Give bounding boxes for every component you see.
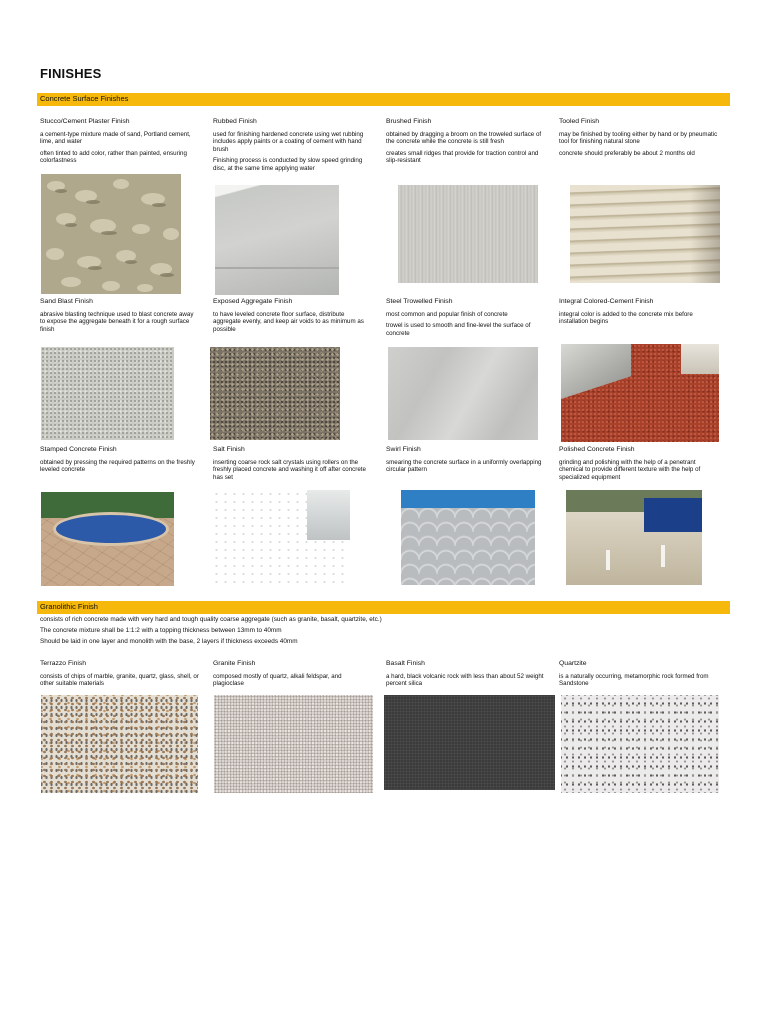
- card-desc: is a naturally occurring, metamorphic rock formed from Sandstone: [559, 673, 709, 688]
- finish-card: [559, 446, 719, 485]
- granolithic-line: The concrete mixture shall be 1:1:2 with a topping thickness between 13mm to 40mm: [40, 627, 282, 634]
- tooled-finish-image: [570, 185, 720, 283]
- finish-card: [213, 446, 373, 485]
- sand-blast-image: [41, 347, 174, 440]
- card-title: Swirl Finish: [386, 446, 421, 453]
- card-desc: obtained by dragging a broom on the troweled surface of the concrete while the concrete is still fresh: [386, 131, 542, 146]
- finish-card: [40, 298, 200, 337]
- integral-color-image: [561, 344, 719, 442]
- section-band-granolithic: [37, 601, 730, 614]
- card-title: Quartzite: [559, 660, 587, 667]
- granolithic-line: consists of rich concrete made with very hard and tough quality coarse aggregate (such as granite, basalt, quartzite, etc.): [40, 616, 382, 623]
- granite-image: [214, 695, 373, 793]
- card-desc: obtained by pressing the required patterns on the freshly leveled concrete: [40, 459, 195, 474]
- card-desc: often tinted to add color, rather than painted, ensuring colorfastness: [40, 149, 187, 165]
- polished-concrete-image: [566, 490, 702, 585]
- card-title: Rubbed Finish: [213, 118, 257, 125]
- card-title: Exposed Aggregate Finish: [213, 298, 293, 305]
- card-title: Stucco/Cement Plaster Finish: [40, 118, 130, 125]
- card-desc: smearing the concrete surface in a uniformly overlapping circular pattern: [386, 459, 542, 474]
- basalt-image: [384, 695, 555, 790]
- finish-card: [559, 660, 719, 692]
- card-title: Granite Finish: [213, 660, 256, 667]
- section-title: Granolithic Finish: [40, 602, 98, 611]
- finish-card: [213, 660, 373, 692]
- section-title: Concrete Surface Finishes: [40, 94, 129, 103]
- steel-trowel-image: [388, 347, 538, 440]
- finish-card: [213, 298, 373, 337]
- card-desc: most common and popular finish of concrete: [386, 311, 508, 318]
- finish-card: [40, 660, 200, 692]
- card-title: Terrazzo Finish: [40, 660, 87, 667]
- finish-card: [559, 118, 719, 161]
- finish-card: [386, 118, 546, 169]
- salt-finish-image: [212, 490, 350, 585]
- card-desc: grinding and polishing with the help of a penetrant chemical to provide different texture with the help of specialized equipment: [559, 459, 701, 481]
- finish-card: [386, 446, 546, 478]
- card-desc: used for finishing hardened concrete using wet rubbing includes apply paints or a coating of cement with hand brush: [213, 131, 364, 153]
- card-desc: Finishing process is conducted by slow speed grinding disc, at the same time applying water: [213, 157, 363, 172]
- card-title: Polished Concrete Finish: [559, 446, 635, 453]
- card-title: Steel Trowelled Finish: [386, 298, 453, 305]
- card-title: Salt Finish: [213, 446, 245, 453]
- finish-card: [386, 660, 546, 692]
- granolithic-line: Should be laid in one layer and monolith with the base, 2 layers if thickness exceeds 40mm: [40, 638, 298, 645]
- finish-card: [40, 446, 200, 478]
- card-desc: composed mostly of quartz, alkali feldspar, and plagioclase: [213, 673, 342, 688]
- page-title: FINISHES: [40, 66, 102, 81]
- card-title: Integral Colored-Cement Finish: [559, 298, 654, 305]
- exposed-aggregate-image: [210, 347, 340, 440]
- finish-card: [386, 298, 546, 341]
- card-desc: creates small ridges that provide for traction control and slip-resistant: [386, 149, 539, 165]
- finish-card: [213, 118, 373, 176]
- brushed-finish-image: [398, 185, 538, 283]
- card-desc: to have leveled concrete floor surface, distribute aggregate evenly, and keep air voids to as minimum as possible: [213, 311, 364, 333]
- swirl-finish-image: [401, 490, 535, 585]
- card-desc: abrasive blasting technique used to blast concrete away to expose the aggregate beneath it for a rough surface finish: [40, 311, 194, 333]
- card-desc: a cement-type mixture made of sand, Portland cement, lime, and water: [40, 131, 191, 146]
- card-title: Tooled Finish: [559, 118, 600, 125]
- card-desc: consists of chips of marble, granite, quartz, glass, shell, or other suitable materials: [40, 673, 199, 688]
- card-desc: may be finished by tooling either by hand or by pneumatic tool for finishing natural stone: [559, 131, 718, 146]
- card-title: Stamped Concrete Finish: [40, 446, 117, 453]
- rubbed-finish-image: [215, 185, 339, 295]
- section-band-concrete: [37, 93, 730, 106]
- card-desc: trowel is used to smooth and fine-level the surface of concrete: [386, 322, 531, 337]
- card-desc: a hard, black volcanic rock with less than about 52 weight percent silica: [386, 673, 544, 688]
- card-desc: integral color is added to the concrete mix before installation begins: [559, 311, 693, 326]
- card-title: Basalt Finish: [386, 660, 425, 667]
- card-title: Sand Blast Finish: [40, 298, 93, 305]
- quartzite-image: [561, 695, 719, 793]
- stucco-texture-image: [41, 174, 181, 294]
- granolithic-description: [40, 614, 640, 647]
- finish-card: [40, 118, 200, 169]
- finish-card: [559, 298, 719, 330]
- card-desc: inserting coarse rock salt crystals using rollers on the freshly placed concrete and washing it off after concrete has set: [213, 459, 366, 481]
- card-title: Brushed Finish: [386, 118, 432, 125]
- stamped-concrete-image: [41, 492, 174, 586]
- terrazzo-image: [41, 695, 198, 793]
- card-desc: concrete should preferably be about 2 months old: [559, 149, 695, 157]
